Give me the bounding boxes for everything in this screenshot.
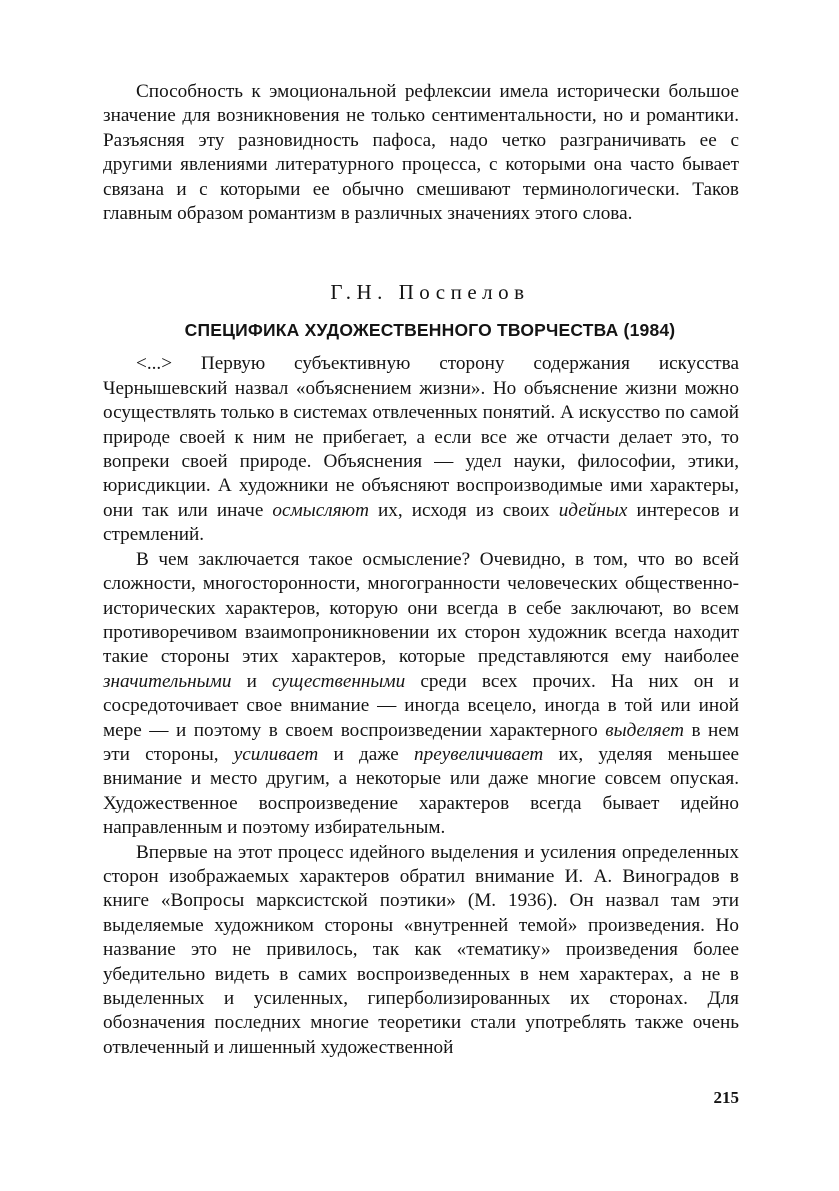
paragraph-1-emphasis-a: осмысляют [272, 499, 369, 521]
paragraph-2-emphasis-b: существенными [271, 670, 406, 692]
paragraph-2-emphasis-d: усиливает [233, 743, 319, 765]
section-gap [103, 226, 739, 276]
paragraph-2-emphasis-e: преувеличивает [414, 743, 544, 765]
paragraph-2-text-c: среди всех прочих. На них он и сосредоточивает свое внимание — иногда всецело, иногда в той или иной мере — и поэтому в своем воспроизведении характерного [103, 670, 739, 741]
article-title: СПЕЦИФИКА ХУДОЖЕСТВЕННОГО ТВОРЧЕСТВА (1984) [184, 320, 676, 341]
paragraph-2-emphasis-c: выделяет [605, 719, 684, 741]
page-number: 215 [713, 1088, 739, 1107]
paragraph-2-text-b: и [231, 670, 272, 692]
paragraph-1-emphasis-b: идейных [558, 499, 628, 521]
paragraph-2-text-e: и даже [318, 743, 415, 765]
paragraph-2-emphasis-a: значительными [103, 670, 232, 692]
paragraph-1 [103, 352, 739, 547]
intro-paragraph: Способность к эмоциональной рефлексии имела исторически большое значение для возникновения не только сентиментальности, но и романтики. Разъясняя эту разновидность пафоса, надо четко разграничивать ее с другими явлениями литературного процесса, с которыми она часто бывает связана и с которыми ее обычно смешивают терминологически. Таков главным образом романтизм в различных значениях этого слова. [103, 81, 739, 225]
paragraph-1-text-a: <...> Первую субъективную сторону содержания искусства Чернышевский назвал «объяснением жизни». Но объяснение жизни можно осуществлять только в системах отвлеченных понятий. А искусство по самой природе своей к ним не прибегает, а если все же отчасти делает это, то вопреки своей природе. Объяснения — удел науки, философии, этики, юрисдикции. А художники не объясняют воспроизводимые ими характеры, они так или иначе [103, 353, 739, 521]
paragraph-2-text-a: В чем заключается такое осмысление? Очевидно, в том, что во всей сложности, многосторонности, многогранности человеческих общественно-исторических характеров, которую они всегда в себе заключают, во всем противоречивом взаимопроникновении их сторон художник всегда находит такие стороны этих характеров, которые представляются ему наиболее [103, 548, 739, 668]
paragraph-2-text-f: их, уделяя меньшее внимание и место другим, а некоторые или даже многие совсем опуская. Художественное воспроизведение характеров всегда бывает идейно направленным и поэтому избирательным. [103, 743, 739, 839]
paragraph-2 [103, 548, 739, 841]
author-name: Г.Н. Поспелов [330, 280, 530, 305]
paragraph-2-text-d: в нем эти стороны, [103, 719, 739, 765]
paragraph-1-text-b: их, исходя из своих [368, 499, 559, 521]
paragraph-3: Впервые на этот процесс идейного выделения и усиления определенных сторон изображаемых характеров обратил внимание И. А. Виноградов в книге «Вопросы марксистской поэтики» (М. 1936). Он назвал там эти выделяемые художником стороны «внутренней темой» произведения. Но название это не привилось, так как «тематику» произведения более убедительно видеть в самих воспроизведенных в нем характерах, а не в выделенных и усиленных, гиперболизированных их сторонах. Для обозначения последних многие теоретики стали употреблять также очень отвлеченный и лишенный художественной [103, 841, 739, 1058]
paragraph-1-text-c: интересов и стремлений. [103, 499, 739, 546]
page-body [103, 80, 739, 1060]
